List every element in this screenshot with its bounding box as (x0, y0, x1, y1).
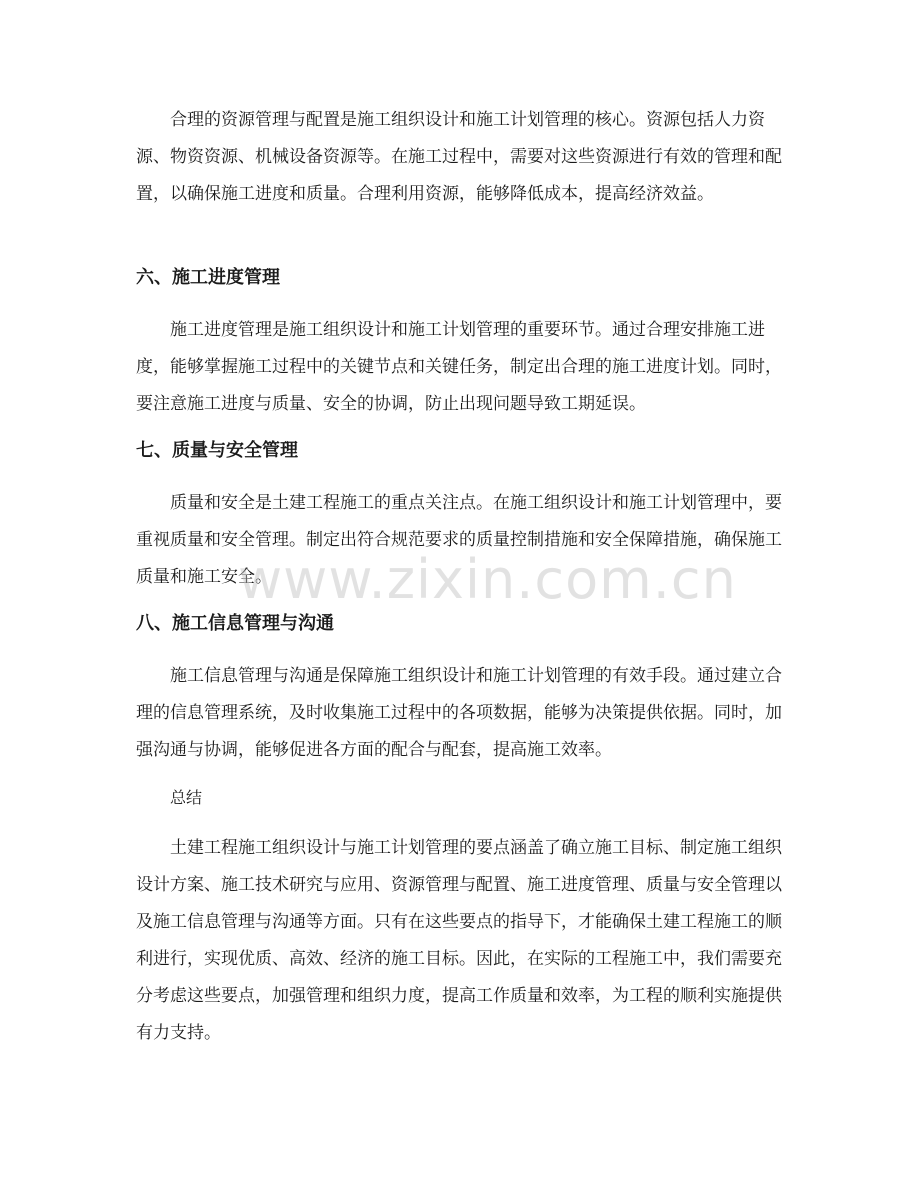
summary-label: 总结 (170, 788, 203, 807)
paragraph-resource-management: 合理的资源管理与配置是施工组织设计和施工计划管理的核心。资源包括人力资源、物资资源、机械设备资源等。在施工过程中，需要对这些资源进行有效的管理和配置，以确保施工进度和质量。合理利用资源，能够降低成本，提高经济效益。 (136, 110, 782, 204)
paragraph-schedule-management: 施工进度管理是施工组织设计和施工计划管理的重要环节。通过合理安排施工进度，能够掌握施工过程中的关键节点和关键任务，制定出合理的施工进度计划。同时，要注意施工进度与质量、安全的协调，防止出现问题导致工期延误。 (136, 320, 782, 414)
heading-quality-safety: 七、质量与安全管理 (136, 440, 298, 461)
heading-information-communication: 八、施工信息管理与沟通 (136, 613, 334, 634)
heading-schedule-management: 六、施工进度管理 (136, 267, 280, 288)
paragraph-summary: 土建工程施工组织设计与施工计划管理的要点涵盖了确立施工目标、制定施工组织设计方案、施工技术研究与应用、资源管理与配置、施工进度管理、质量与安全管理以及施工信息管理与沟通等方面。只有在这些要点的指导下，才能确保土建工程施工的顺利进行，实现优质、高效、经济的施工目标。因此，在实际的工程施工中，我们需要充分考虑这些要点，加强管理和组织力度，提高工作质量和效率，为工程的顺利实施提供有力支持。 (136, 838, 782, 1043)
paragraph-quality-safety: 质量和安全是土建工程施工的重点关注点。在施工组织设计和施工计划管理中，要重视质量和安全管理。制定出符合规范要求的质量控制措施和安全保障措施，确保施工质量和施工安全。 (136, 493, 782, 587)
paragraph-information-communication: 施工信息管理与沟通是保障施工组织设计和施工计划管理的有效手段。通过建立合理的信息管理系统，及时收集施工过程中的各项数据，能够为决策提供依据。同时，加强沟通与协调，能够促进各方面的配合与配套，提高施工效率。 (136, 666, 782, 760)
watermark-text: www.zixin.com.cn (238, 548, 737, 611)
